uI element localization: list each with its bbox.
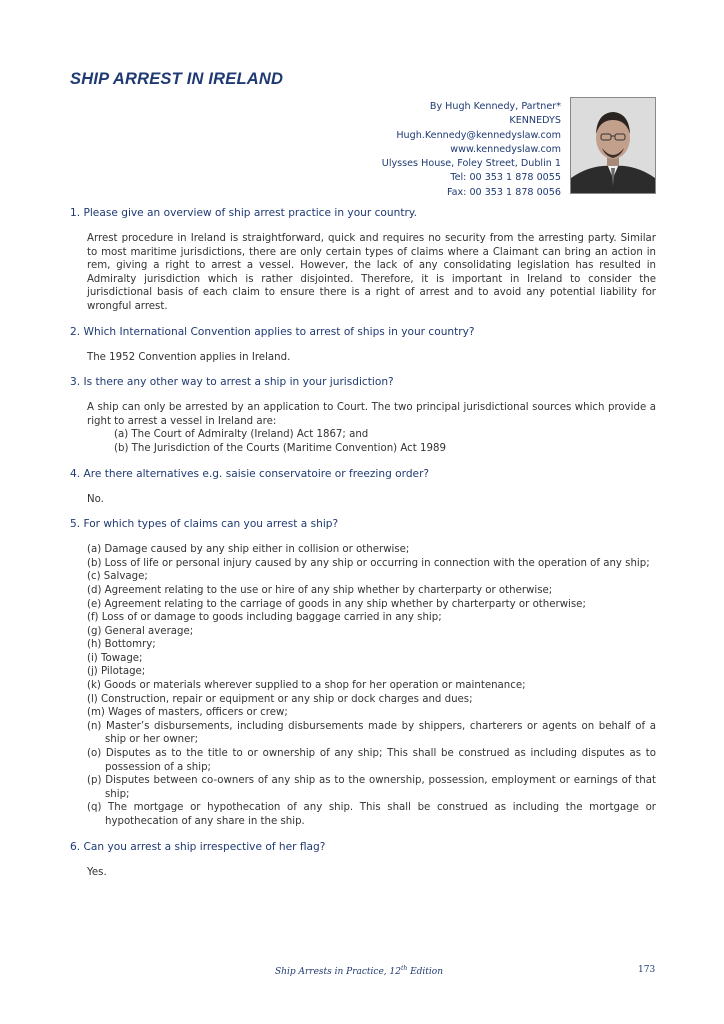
question-2: 2. Which International Convention applies to arrest of ships in your country?: [70, 325, 475, 338]
question-5: 5. For which types of claims can you arrest a ship?: [70, 518, 339, 531]
author-email: Hugh.Kennedy@kennedyslaw.com: [396, 129, 561, 141]
list-item: (g) General average;: [87, 625, 194, 637]
answer-3: A ship can only be arrested by an application to Court. The two principal jurisdictional sources which provide a right to arrest a vessel in Ireland are:: [87, 402, 656, 427]
footer-edition-text: Edition: [407, 967, 444, 977]
list-item: (p) Disputes between co-owners of any ship as to the ownership, possession, employment or earnings of that ship;: [87, 775, 656, 800]
list-item: (q) The mortgage or hypothecation of any ship. This shall be construed as including the mortgage or hypothecation of any share in the ship.: [87, 802, 656, 827]
claims-list: [87, 543, 656, 828]
author-photo: [570, 97, 656, 194]
answer-1: Arrest procedure in Ireland is straightforward, quick and requires no security from the arresting party. Similar to most maritime jurisdictions, there are only certain types of claims where a Claimant can bring an action in rem, giving a right to arrest a vessel. However, the lack of any consolidating legislation has resulted in Admiralty jurisdiction which is rather disjointed. Therefore, it is important in Ireland to consider the jurisdictional basis of each claim to ensure there is a right of arrest and to avoid any potential liability for wrongful arrest.: [87, 233, 656, 312]
author-byline: By Hugh Kennedy, Partner*: [429, 101, 561, 112]
list-item: (l) Construction, repair or equipment or any ship or dock charges and dues;: [87, 693, 473, 705]
author-firm: KENNEDYS: [509, 115, 561, 127]
list-item: (k) Goods or materials wherever supplied to a shop for her operation or maintenance;: [87, 680, 526, 692]
footer-title: [275, 965, 443, 977]
list-item: (o) Disputes as to the title to or ownership of any ship; This shall be construed as including disputes as to possession of a ship;: [87, 748, 656, 773]
footer-edition-superscript: th: [400, 965, 408, 972]
author-website: www.kennedyslaw.com: [450, 143, 561, 155]
question-1: 1. Please give an overview of ship arrest practice in your country.: [70, 207, 417, 219]
list-item: (b) Loss of life or personal injury caused by any ship or occurring in connection with the operation of any ship;: [87, 557, 650, 569]
page-title: SHIP ARREST IN IRELAND: [70, 70, 284, 88]
answer-2: The 1952 Convention applies in Ireland.: [87, 351, 291, 363]
answer-4: No.: [87, 493, 104, 505]
author-block: [382, 100, 561, 200]
list-item: (m) Wages of masters, officers or crew;: [87, 707, 288, 719]
author-address: Ulysses House, Foley Street, Dublin 1: [381, 158, 561, 170]
list-item: (i) Towage;: [87, 652, 143, 664]
question-3: 3. Is there any other way to arrest a ship in your jurisdiction?: [70, 376, 394, 389]
answer-3-item-b: (b) The Jurisdiction of the Courts (Maritime Convention) Act 1989: [114, 442, 446, 454]
author-fax: Fax: 00 353 1 878 0056: [446, 186, 561, 198]
answer-6: Yes.: [87, 866, 107, 878]
author-tel: Tel: 00 353 1 878 0055: [450, 172, 561, 184]
page-number: 173: [638, 965, 656, 975]
list-item: (n) Master’s disbursements, including disbursements made by shippers, charterers or agents on behalf of a ship or her owner;: [87, 720, 656, 746]
list-item: (f) Loss of or damage to goods including baggage carried in any ship;: [87, 612, 442, 624]
list-item: (d) Agreement relating to the use or hire of any ship whether by charterparty or otherwise;: [87, 584, 553, 596]
list-item: (h) Bottomry;: [87, 639, 156, 651]
question-6: 6. Can you arrest a ship irrespective of her flag?: [70, 840, 326, 853]
question-4: 4. Are there alternatives e.g. saisie conservatoire or freezing order?: [70, 467, 430, 480]
list-item: (j) Pilotage;: [87, 666, 146, 678]
list-item: (c) Salvage;: [87, 571, 148, 583]
article-body: [70, 207, 656, 891]
list-item: (e) Agreement relating to the carriage of goods in any ship whether by charterparty or otherwise;: [87, 598, 586, 610]
answer-3-item-a: (a) The Court of Admiralty (Ireland) Act 1867; and: [114, 429, 369, 441]
list-item: (a) Damage caused by any ship either in collision or otherwise;: [87, 544, 410, 556]
footer-title-text: Ship Arrests in Practice, 12: [275, 967, 401, 977]
